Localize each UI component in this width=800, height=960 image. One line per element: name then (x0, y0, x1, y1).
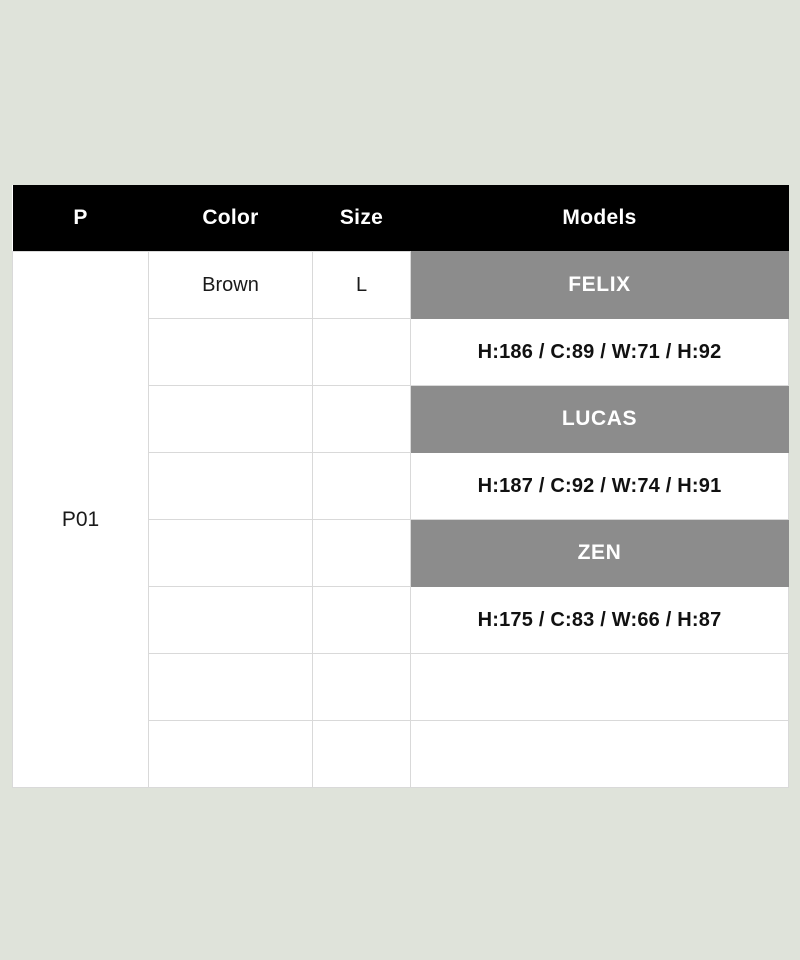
size-blank-cell (313, 319, 411, 386)
model-measurements-cell: H:186 / C:89 / W:71 / H:92 (411, 319, 789, 386)
color-blank-cell (149, 721, 313, 788)
table-row (13, 252, 789, 319)
size-blank-cell (313, 453, 411, 520)
model-name-cell: FELIX (411, 252, 789, 319)
color-blank-cell (149, 453, 313, 520)
size-blank-cell (313, 386, 411, 453)
product-spec-table (12, 185, 789, 788)
color-blank-cell (149, 654, 313, 721)
model-name-cell: ZEN (411, 520, 789, 587)
column-header-models: Models (411, 185, 789, 252)
model-empty-cell (411, 721, 789, 788)
model-measurements-cell: H:187 / C:92 / W:74 / H:91 (411, 453, 789, 520)
color-blank-cell (149, 319, 313, 386)
spec-table-container (12, 185, 788, 788)
color-blank-cell (149, 587, 313, 654)
product-code-cell: P01 (13, 252, 149, 788)
table-header (13, 185, 789, 252)
table-header-row (13, 185, 789, 252)
table-body (13, 252, 789, 788)
column-header-color: Color (149, 185, 313, 252)
size-blank-cell (313, 654, 411, 721)
model-name-cell: LUCAS (411, 386, 789, 453)
color-blank-cell (149, 520, 313, 587)
color-blank-cell (149, 386, 313, 453)
size-value-cell: L (313, 252, 411, 319)
size-blank-cell (313, 587, 411, 654)
size-blank-cell (313, 520, 411, 587)
column-header-size: Size (313, 185, 411, 252)
column-header-p: P (13, 185, 149, 252)
size-blank-cell (313, 721, 411, 788)
color-value-cell: Brown (149, 252, 313, 319)
model-measurements-cell: H:175 / C:83 / W:66 / H:87 (411, 587, 789, 654)
model-empty-cell (411, 654, 789, 721)
